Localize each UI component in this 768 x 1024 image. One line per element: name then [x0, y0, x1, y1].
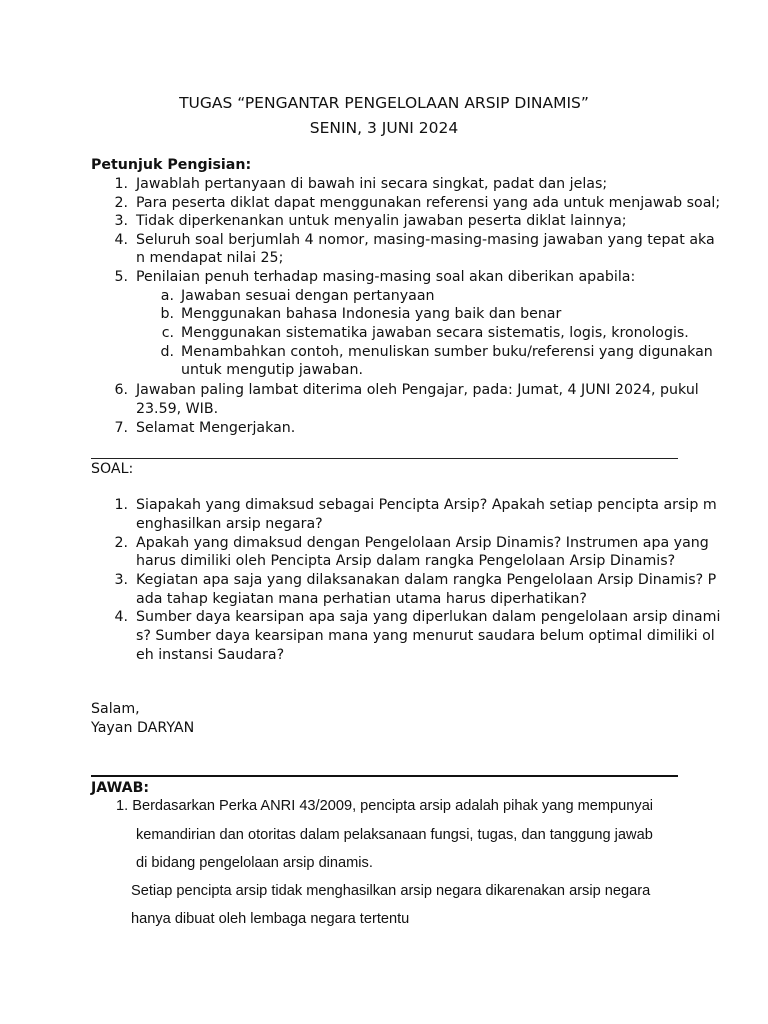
question-text: Apakah yang dimaksud dengan Pengelolaan Arsip Dinamis? Instrumen apa yang — [136, 535, 709, 551]
question-number: 3. — [114, 572, 128, 588]
sub-item-letter: c. — [161, 325, 174, 341]
item-text: Para peserta diklat dapat menggunakan referensi yang ada untuk menjawab soal; — [136, 195, 721, 211]
list-item — [0, 194, 768, 213]
sub-list-item — [0, 324, 768, 343]
item-number: 7. — [114, 420, 128, 436]
sub-list-item-continuation — [0, 361, 768, 380]
instructions-heading: Petunjuk Pengisian: — [91, 157, 252, 173]
item-text-continuation: n mendapat nilai 25; — [136, 250, 284, 266]
list-item — [0, 175, 768, 194]
question-item — [0, 496, 768, 515]
list-item-continuation — [0, 249, 768, 268]
sub-list-item — [0, 287, 768, 306]
question-number: 2. — [114, 535, 128, 551]
list-item — [0, 231, 768, 250]
item-number: 6. — [114, 382, 128, 398]
question-continuation — [0, 515, 768, 534]
question-item — [0, 534, 768, 553]
item-text: Penilaian penuh terhadap masing-masing soal akan diberikan apabila: — [136, 269, 636, 285]
item-text: Jawablah pertanyaan di bawah ini secara singkat, padat dan jelas; — [136, 176, 608, 192]
list-item-continuation — [0, 400, 768, 419]
question-text: Siapakah yang dimaksud sebagai Pencipta Arsip? Apakah setiap pencipta arsip m — [136, 497, 717, 513]
list-item — [0, 212, 768, 231]
signature-name: Yayan DARYAN — [91, 720, 195, 736]
sub-list-item — [0, 305, 768, 324]
question-number: 4. — [114, 609, 128, 625]
item-number: 2. — [114, 195, 128, 211]
item-text-continuation: 23.59, WIB. — [136, 401, 219, 417]
answer-divider — [91, 775, 678, 777]
question-text-continuation: harus dimiliki oleh Pencipta Arsip dalam rangka Pengelolaan Arsip Dinamis? — [136, 553, 676, 569]
item-text: Tidak diperkenankan untuk menyalin jawaban peserta diklat lainnya; — [136, 213, 627, 229]
answer-label: JAWAB: — [91, 780, 150, 796]
document-date: SENIN, 3 JUNI 2024 — [309, 119, 459, 137]
sub-item-text: Jawaban sesuai dengan pertanyaan — [181, 288, 435, 304]
question-text-continuation: enghasilkan arsip negara? — [136, 516, 323, 532]
question-item — [0, 571, 768, 590]
question-text: Kegiatan apa saja yang dilaksanakan dalam rangka Pengelolaan Arsip Dinamis? P — [136, 572, 717, 588]
item-number: 4. — [114, 232, 128, 248]
sub-item-letter: d. — [160, 344, 174, 360]
document-title: TUGAS “PENGANTAR PENGELOLAAN ARSIP DINAMIS” — [179, 94, 589, 112]
question-item — [0, 608, 768, 627]
question-number: 1. — [114, 497, 128, 513]
list-item — [0, 381, 768, 400]
item-number: 1. — [114, 176, 128, 192]
item-text: Jawaban paling lambat diterima oleh Pengajar, pada: Jumat, 4 JUNI 2024, pukul — [136, 382, 699, 398]
sub-item-text: Menggunakan sistematika jawaban secara sistematis, logis, kronologis. — [181, 325, 689, 341]
question-text-continuation: eh instansi Saudara? — [136, 647, 285, 663]
questions-label: SOAL: — [91, 461, 134, 477]
sub-item-text-continuation: untuk mengutip jawaban. — [181, 362, 363, 378]
sub-list-item — [0, 343, 768, 362]
sub-item-text: Menggunakan bahasa Indonesia yang baik dan benar — [181, 306, 562, 322]
section-divider — [91, 458, 678, 459]
answer-line: Setiap pencipta arsip tidak menghasilkan arsip negara dikarenakan arsip negara — [131, 883, 651, 899]
question-continuation — [0, 646, 768, 665]
question-continuation — [0, 590, 768, 609]
answer-line: hanya dibuat oleh lembaga negara tertentu — [131, 911, 410, 927]
sub-item-text: Menambahkan contoh, menuliskan sumber buku/referensi yang digunakan — [181, 344, 713, 360]
closing-greeting: Salam, — [91, 701, 140, 717]
question-continuation — [0, 552, 768, 571]
answer-line: di bidang pengelolaan arsip dinamis. — [136, 855, 373, 871]
question-text: Sumber daya kearsipan apa saja yang diperlukan dalam pengelolaan arsip dinami — [136, 609, 721, 625]
question-continuation — [0, 627, 768, 646]
item-text: Seluruh soal berjumlah 4 nomor, masing-masing-masing jawaban yang tepat aka — [136, 232, 715, 248]
question-text-continuation: ada tahap kegiatan mana perhatian utama harus diperhatikan? — [136, 591, 587, 607]
item-number: 3. — [114, 213, 128, 229]
item-number: 5. — [114, 269, 128, 285]
question-text-continuation: s? Sumber daya kearsipan mana yang menurut saudara belum optimal dimiliki ol — [136, 628, 715, 644]
sub-item-letter: b. — [160, 306, 174, 322]
list-item — [0, 419, 768, 438]
list-item — [0, 268, 768, 287]
item-text: Selamat Mengerjakan. — [136, 420, 296, 436]
answer-line: kemandirian dan otoritas dalam pelaksanaan fungsi, tugas, dan tanggung jawab — [136, 827, 653, 843]
answer-line: 1. Berdasarkan Perka ANRI 43/2009, pencipta arsip adalah pihak yang mempunyai — [116, 798, 654, 814]
sub-item-letter: a. — [160, 288, 174, 304]
